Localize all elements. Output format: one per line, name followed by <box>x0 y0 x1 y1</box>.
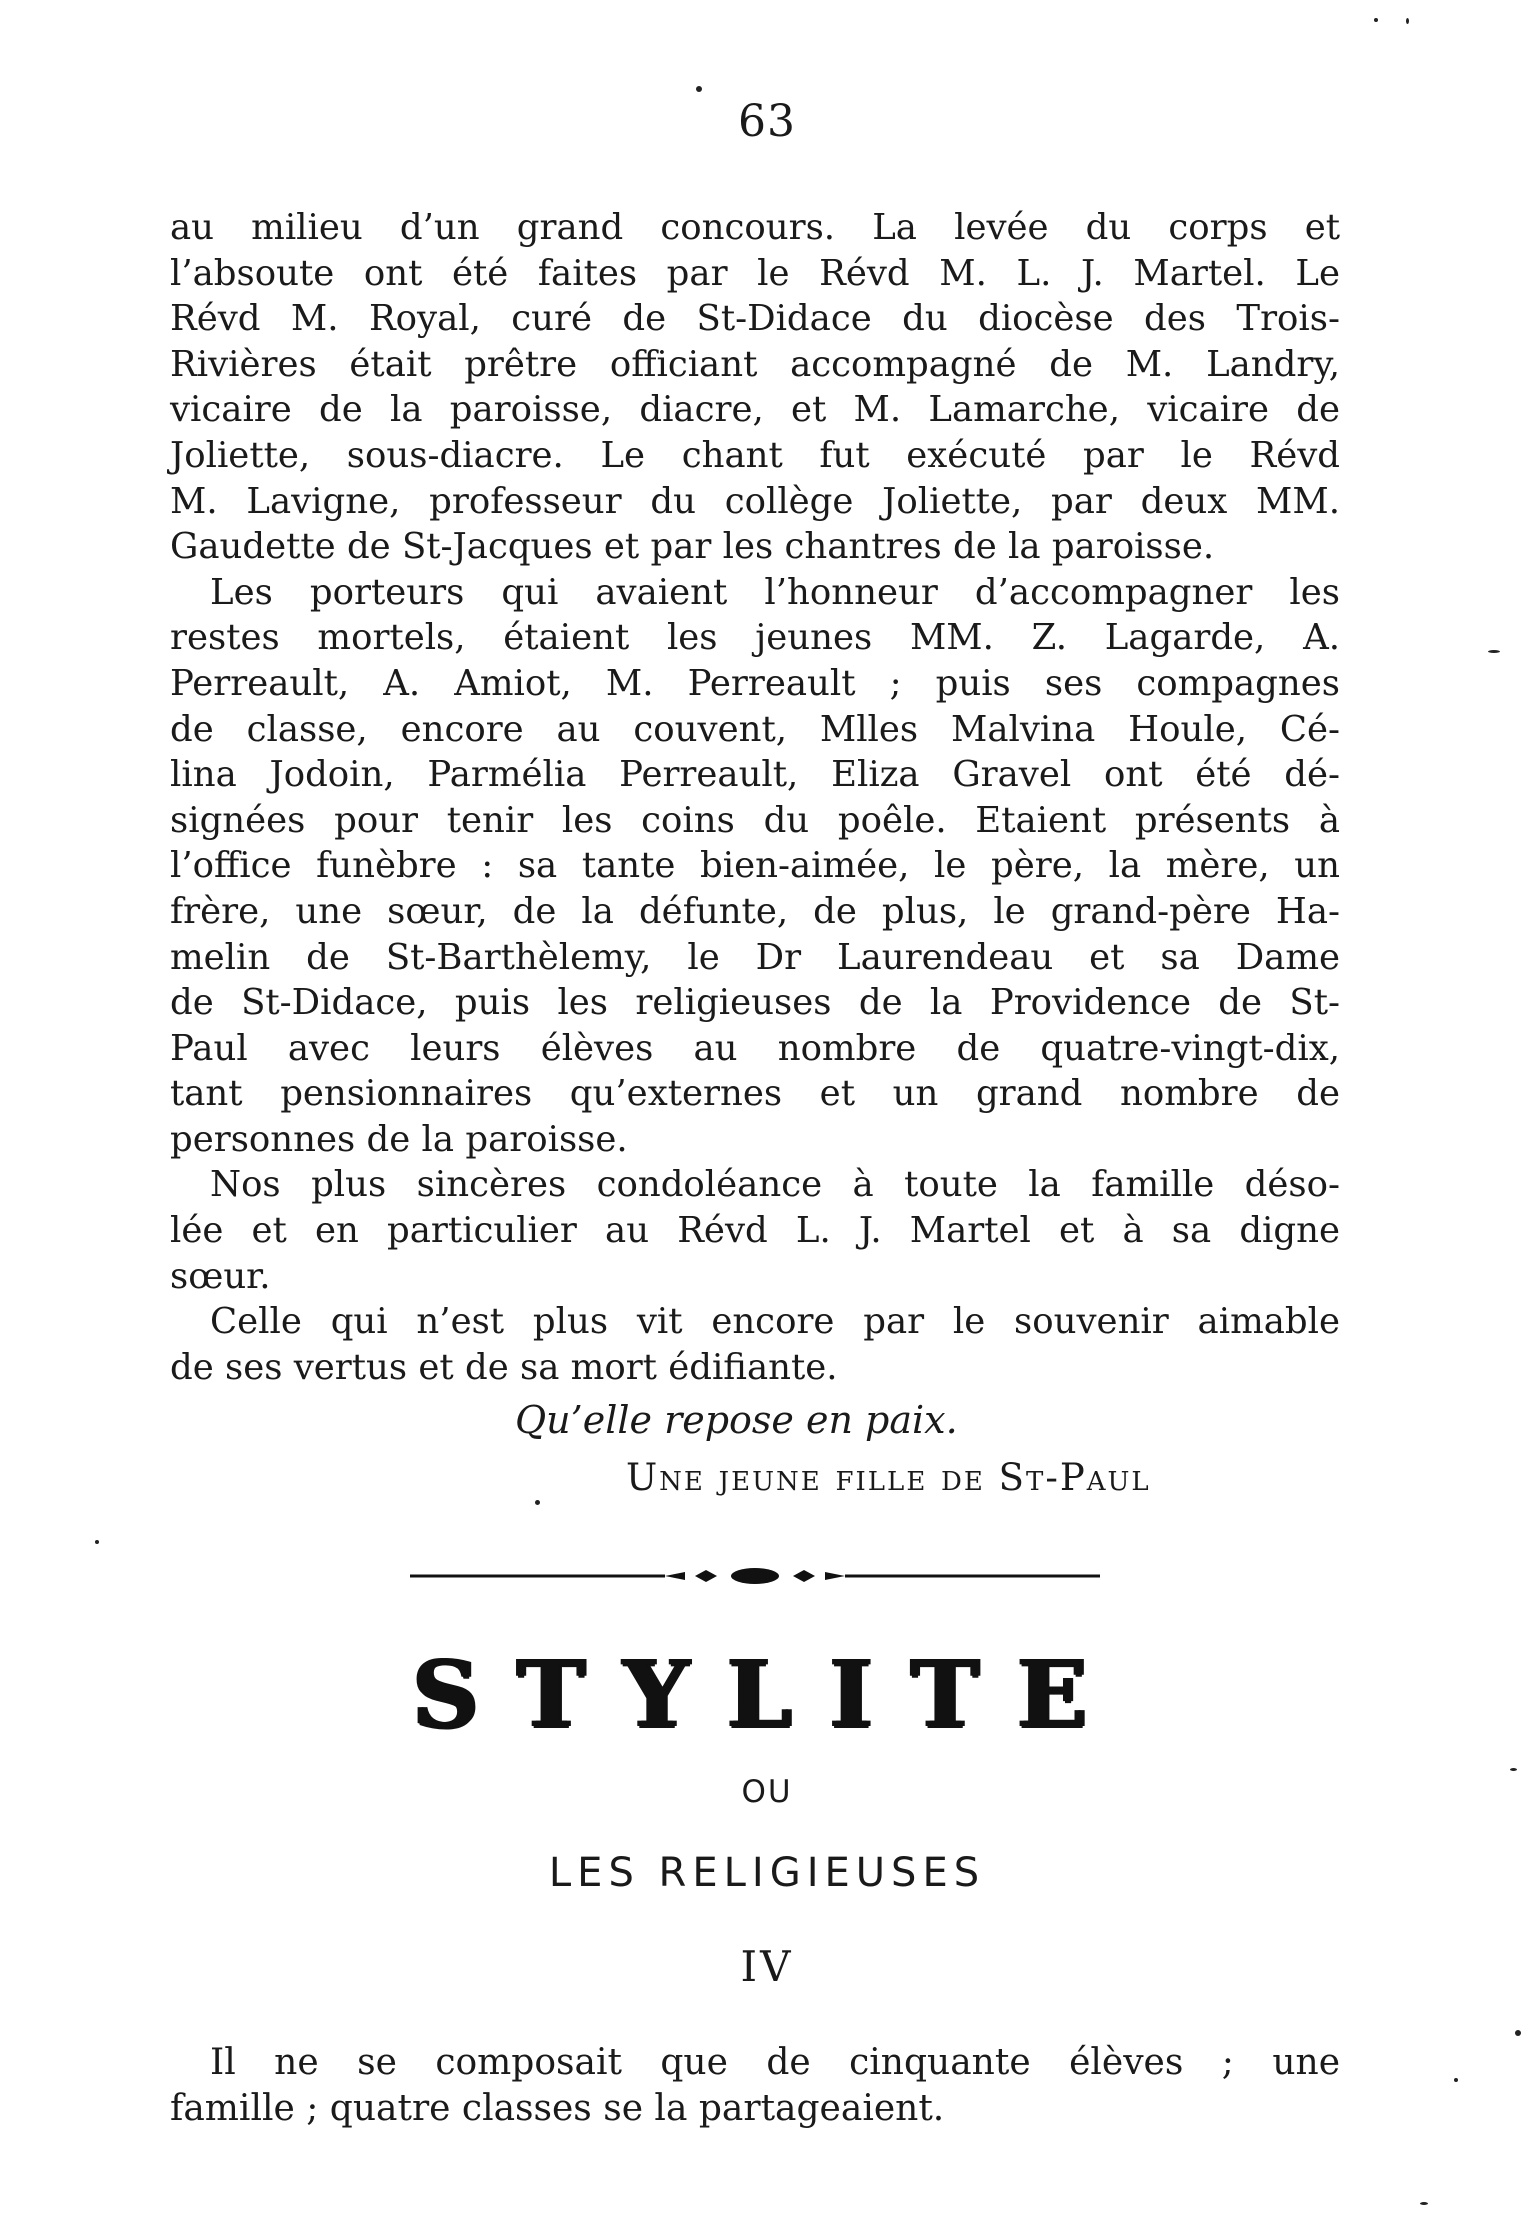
blessing: Qu’elle repose en paix. <box>515 1398 958 1442</box>
text-line: lina Jodoin, Parmélia Perreault, Eliza Gravel ont été dé- <box>170 754 1340 796</box>
ink-speck <box>696 86 702 92</box>
ink-speck <box>1406 18 1409 24</box>
text-line: melin de St-Barthèlemy, le Dr Laurendeau et sa Dame <box>170 936 1340 978</box>
chapter-text <box>170 2040 1340 2132</box>
text-line: de ses vertus et de sa mort édifiante. <box>170 1346 838 1388</box>
text-line: lée et en particulier au Révd L. J. Martel et à sa digne <box>170 1210 1340 1252</box>
text-line: Révd M. Royal, curé de St-Didace du diocèse des Trois- <box>170 298 1340 340</box>
text-line: famille ; quatre classes se la partageaient. <box>170 2088 945 2129</box>
text-line: restes mortels, étaient les jeunes MM. Z. Lagarde, A. <box>170 617 1340 659</box>
ink-speck <box>1515 2030 1521 2036</box>
section-conjunction: OU <box>741 1774 793 1810</box>
text-line: tant pensionnaires qu’externes et un grand nombre de <box>170 1073 1340 1115</box>
text-line: l’office funèbre : sa tante bien-aimée, le père, la mère, un <box>170 845 1340 887</box>
text-line: M. Lavigne, professeur du collège Joliette, par deux MM. <box>170 480 1340 522</box>
text-line: Les porteurs qui avaient l’honneur d’accompagner les <box>210 571 1340 613</box>
ink-speck <box>1454 2078 1458 2082</box>
text-line: Nos plus sincères condoléance à toute la famille déso- <box>210 1164 1340 1206</box>
chapter-number: IV <box>740 1942 794 1991</box>
text-line: signées pour tenir les coins du poêle. Etaient présents à <box>170 799 1340 841</box>
text-line: l’absoute ont été faites par le Révd M. L. J. Martel. Le <box>170 252 1340 294</box>
text-line: au milieu d’un grand concours. La levée du corps et <box>170 207 1340 248</box>
text-line: de St-Didace, puis les religieuses de la Providence de St- <box>170 982 1340 1024</box>
text-line: Rivières était prêtre officiant accompagné de M. Landry, <box>170 343 1340 385</box>
text-line: vicaire de la paroisse, diacre, et M. Lamarche, vicaire de <box>170 389 1340 431</box>
ink-speck <box>1374 18 1378 22</box>
section-title: STYLITE <box>410 1640 1124 1748</box>
ink-speck <box>535 1500 540 1505</box>
ink-speck <box>95 1540 99 1544</box>
ornamental-divider <box>410 1566 1100 1586</box>
text-line: Joliette, sous-diacre. Le chant fut exécuté par le Révd <box>170 434 1340 476</box>
body-text <box>170 205 1340 1390</box>
text-line: personnes de la paroisse. <box>170 1118 628 1160</box>
section-subtitle: LES RELIGIEUSES <box>548 1850 986 1896</box>
text-line: de classe, encore au couvent, Mlles Malvina Houle, Cé- <box>170 708 1340 750</box>
ink-speck <box>1510 1768 1517 1771</box>
ink-speck <box>1488 650 1500 653</box>
text-line: Paul avec leurs élèves au nombre de quatre-vingt-dix, <box>170 1027 1340 1069</box>
text-line: frère, une sœur, de la défunte, de plus, le grand-père Ha- <box>170 890 1340 932</box>
text-line: Celle qui n’est plus vit encore par le souvenir aimable <box>210 1301 1340 1343</box>
signature: Une jeune fille de St-Paul <box>626 1456 1151 1499</box>
text-line: Gaudette de St-Jacques et par les chantres de la paroisse. <box>170 526 1215 568</box>
text-line: Il ne se composait que de cinquante élèves ; une <box>210 2042 1340 2083</box>
ink-speck <box>1420 2202 1428 2205</box>
text-line: Perreault, A. Amiot, M. Perreault ; puis ses compagnes <box>170 662 1340 704</box>
text-line: sœur. <box>170 1255 271 1297</box>
page-number: 63 <box>738 96 796 147</box>
